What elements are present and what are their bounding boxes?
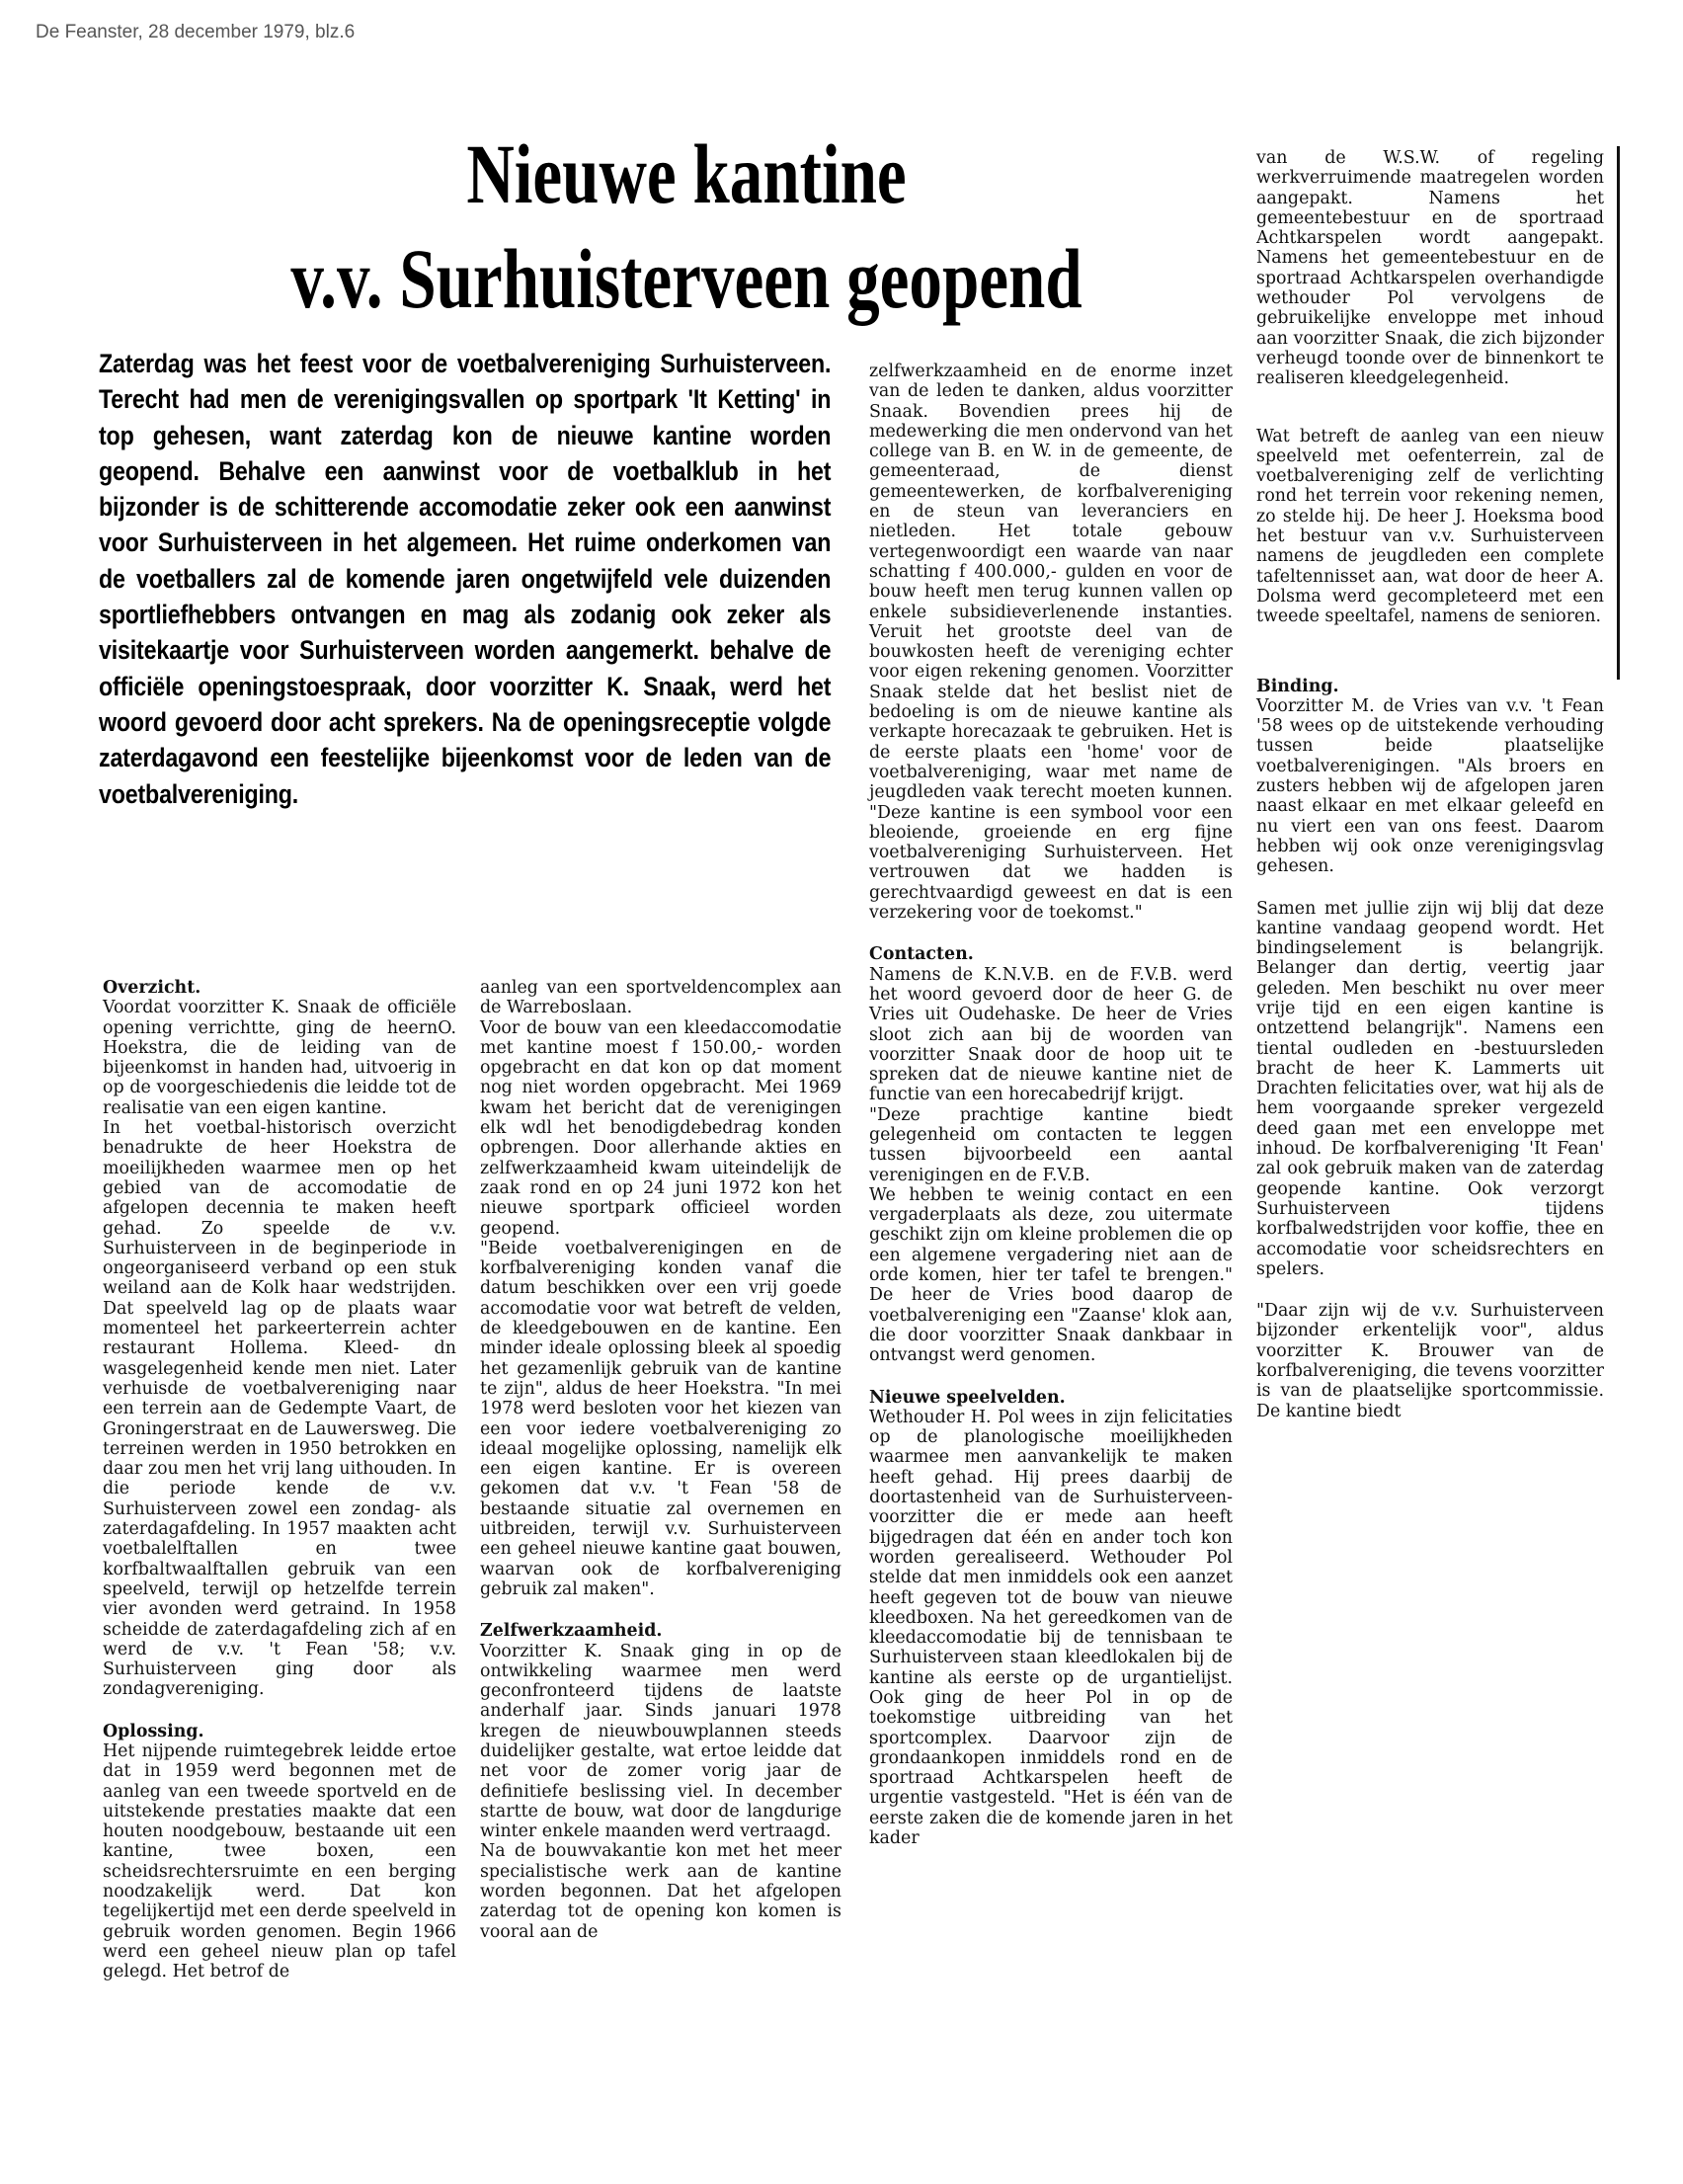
section-heading-contacten: Contacten. xyxy=(869,944,974,965)
paragraph: "Daar zijn wij de v.v. Surhuisterveen bijzonder erkentelijk voor", aldus voorzitter K. Brouwer van de korfbalvereniging, die tevens voorzitter is van de plaatselijke sportcommissie. De kantine biedt xyxy=(1256,1301,1604,1421)
paragraph: We hebben te weinig contact en een vergaderplaats als deze, zou uitermate geschikt zijn om kleine problemen die op een algemene vergadering niet aan de orde komen, hier ter tafel te brengen." De heer de Vries bood daarop de voetbalvereniging een "Zaanse' klok aan, die door voorzitter Snaak dankbaar in ontvangst werd genomen. xyxy=(869,1184,1233,1366)
paragraph: aanleg van een sportveldencomplex aan de Warreboslaan. xyxy=(480,978,842,1018)
paragraph: Voorzitter K. Snaak ging in op de ontwikkeling waarmee men werd geconfronteerd tijdens de laatste anderhalf jaar. Sinds januari 1978 kregen de nieuwbouwplannen steeds duidelijker gestalte, wat ertoe leidde dat net voor de zomer vorig jaar de definitiefe beslissing viel. In december startte de bouw, wat door de langdurige winter enkele maanden werd vertraagd. xyxy=(480,1641,842,1842)
column-3 xyxy=(869,362,1233,1848)
section-heading-zelfwerkzaamheid: Zelfwerkzaamheid. xyxy=(480,1621,663,1642)
column-2 xyxy=(480,978,842,1942)
paragraph: Namens de K.N.V.B. en de F.V.B. werd het woord gevoerd door de heer G. de Vries uit Oudehaske. De heer de Vries sloot zich aan bij de woorden van voorzitter Snaak door de hoop uit te spreken dat de nieuwe kantine niet de functie van een horecabedrijf krijgt. xyxy=(869,964,1233,1105)
column-rule xyxy=(1617,146,1620,680)
section-heading-oplossing: Oplossing. xyxy=(103,1721,204,1741)
headline-line-1: Nieuwe kantine xyxy=(466,126,907,221)
paragraph: Wethouder H. Pol wees in zijn felicitaties op de planologische moeilijkheden waarmee men aanvankelijk te maken heeft gehad. Hij prees daarbij de doortastenheid van de Surhuisterveen-voorzitter die er mede aan heeft bijgedragen dat één en ander toch kon worden gerealiseerd. Wethouder Pol stelde dat men inmiddels ook een aanzet heeft gegeven tot de bouw van nieuwe kleedboxen. Na het gereedkomen van de kleedaccomodatie bij de tennisbaan te Surhuisterveen staan kleedlokalen bij de kantine als eerste op de urgantielijst. Ook ging de heer Pol in op de toekomstige uitbreiding van het sportcomplex. Daarvoor zijn de grondaankopen inmiddels rond en de sportraad Achtkarspelen heeft de urgentie vastgesteld. "Het is één van de eerste zaken die de komende jaren in het kader xyxy=(869,1407,1233,1849)
column-1 xyxy=(103,978,456,1982)
paragraph: "Beide voetbalverenigingen en de korfbalvereniging konden vanaf die datum beschikken over een vrij goede accomodatie voor wat betreft de velden, de kleedgebouwen en de kantine. Een minder ideale oplossing bleek al spoedig het gezamenlijk gebruik van de kantine te zijn", aldus de heer Hoekstra. "In mei 1978 werd besloten voor het kiezen van een voor iedere voetbalvereniging zo ideaal mogelijke oplossing, namelijk elk een eigen kantine. Er is overeen gekomen dat v.v. 't Fean '58 de bestaande situatie zal overnemen en uitbreiden, terwijl v.v. Surhuisterveen een geheel nieuwe kantine gaat bouwen, waarvan ook de korfbalvereniging gebruik zal maken". xyxy=(480,1238,842,1599)
section-heading-nieuwe-speelvelden: Nieuwe speelvelden. xyxy=(869,1387,1066,1408)
paragraph: Voordat voorzitter K. Snaak de officiële opening verrichtte, ging de heernO. Hoekstra, die de leiding van de bijeenkomst in handen had, uitvoerig in op de voorgeschiedenis die leidde tot de realisatie van een eigen kantine. xyxy=(103,998,456,1118)
section-heading-overzicht: Overzicht. xyxy=(103,978,201,998)
paragraph: Voorzitter M. de Vries van v.v. 't Fean '58 wees op de uitstekende verhouding tussen beide plaatselijke voetbalverenigingen. "Als broers en zusters hebben wij de afgelopen jaren naast elkaar en met elkaar geleefd en nu viert een van ons feest. Daarom hebben wij ook onze verenigingsvlag gehesen. xyxy=(1256,695,1604,877)
paragraph: Voor de bouw van een kleedaccomodatie met kantine moest f 150.00,- worden opgebracht en dat kon op dat moment nog niet worden opgebracht. Mei 1969 kwam het bericht dat de verenigingen elk wdl het benodigdebedrag konden opbrengen. Door allerhande akties en zelfwerkzaamheid kwam uiteindelijk de zaak rond en op 24 juni 1972 kon het nieuwe sportpark officieel worden geopend. xyxy=(480,1017,842,1239)
paragraph: zelfwerkzaamheid en de enorme inzet van de leden te danken, aldus voorzitter Snaak. Bovendien prees hij de medewerking die men ondervond van het college van B. en W. in de gemeente, de gemeenteraad, de dienst gemeentewerken, de korfbalvereniging en de steun van leveranciers en nietleden. Het totale gebouw vertegenwoordigt een waarde van naar schatting f 400.000,- gulden en voor de bouw heeft men terug kunnen vallen op enkele subsidieverlenende instanties. Veruit het grootste deel van de bouwkosten heeft de vereniging echter voor eigen rekening genomen. Voorzitter Snaak stelde dat het beslist niet de bedoeling is om de nieuwe kantine als verkapte horecazaak te gebruiken. Het is de eerste plaats een 'home' voor de voetbalvereniging, waar met name de jeugdleden vaak terecht moeten kunnen. "Deze kantine is een symbool voor een bleoiende, groeiende en erg fijne voetbalvereniging Surhuisterveen. Het vertrouwen dat we hadden is gerechtvaardigd geweest en dat is een verzekering voor de toekomst." xyxy=(869,362,1233,924)
paragraph: van de W.S.W. of regeling werkverruimende maatregelen worden aangepakt. Namens het gemeentebestuur en de sportraad Achtkarspelen wordt aangepakt. Namens het gemeentebestuur en de sportraad Achtkarspelen overhandigde wethouder Pol vervolgens de gebruikelijke enveloppe met inhoud aan voorzitter Snaak, die zich bijzonder verheugd toonde over de binnenkort te realiseren kleedgelegenheid. xyxy=(1256,148,1604,389)
headline xyxy=(267,123,1106,333)
page-caption: De Feanster, 28 december 1979, blz.6 xyxy=(36,22,356,42)
paragraph: Het nijpende ruimtegebrek leidde ertoe dat in 1959 werd begonnen met de aanleg van een tweede sportveld en de uitstekende prestaties maakte dat een houten noodgebouw, bestaande uit een kantine, twee boxen, een scheidsrechtersruimte en een berging noodzakelijk werd. Dat kon tegelijkertijd met een derde speelveld in gebruik worden genomen. Begin 1966 werd een geheel nieuw plan op tafel gelegd. Het betrof de xyxy=(103,1740,456,1982)
headline-line-2: v.v. Surhuisterveen geopend xyxy=(290,231,1082,326)
paragraph: Wat betreft de aanleg van een nieuw speelveld met oefenterrein, zal de voetbalvereniging zelf de verlichting rond het terrein voor rekening nemen, zo stelde hij. De heer J. Hoeksma bood het bestuur van v.v. Surhuisterveen namens de jeugdleden een complete tafeltennisset aan, wat door de heer A. Dolsma werd gecompleteerd met een tweede speeltafel, namens de senioren. xyxy=(1256,426,1604,627)
lead-paragraph: Zaterdag was het feest voor de voetbalvereniging Surhuisterveen. Terecht had men de verenigingsvallen op sportpark 'It Ketting' in top gehesen, want zaterdag kon de nieuwe kantine worden geopend. Behalve een aanwinst voor de voetbalklub in het bijzonder is de schitterende accomodatie zeker ook een aanwinst voor Surhuisterveen in het algemeen. Het ruime onderkomen van de voetballers zal de komende jaren ongetwijfeld vele duizenden sportliefhebbers ontvangen en mag als zodanig ook zeker als visitekaartje voor Surhuisterveen worden aangemerkt. behalve de officiële openingstoespraak, door voorzitter K. Snaak, werd het woord gevoerd door acht sprekers. Na de openingsreceptie volgde zaterdagavond een feestelijke bijeenkomst voor de leden van de voetbalvereniging. xyxy=(99,349,832,809)
paragraph: Samen met jullie zijn wij blij dat deze kantine vandaag geopend wordt. Het bindingselement is belangrijk. Belanger dan dertig, veertig jaar geleden. Men beschikt nu over meer vrije tijd en een eigen kantine is ontzettend belangrijk". Namens een tiental oudleden en -bestuursleden bracht de heer K. Lammerts uit Drachten felicitaties over, wat hij als de hem voorgaande spreker vergezeld deed gaan met een enveloppe met inhoud. De korfbalvereniging 'It Fean' zal ook gebruik maken van de zaterdag geopende kantine. Ook verzorgt Surhuisterveen tijdens korfbalwedstrijden voor koffie, thee en accomodatie voor scheidsrechters en spelers. xyxy=(1256,898,1604,1279)
paragraph: "Deze prachtige kantine biedt gelegenheid om contacten te leggen tussen bijvoorbeeld een aantal verenigingen en de F.V.B. xyxy=(869,1104,1233,1185)
paragraph: In het voetbal-historisch overzicht benadrukte de heer Hoekstra de moeilijkheden waarmee men op het gebied van de accomodatie de afgelopen decennia te maken heeft gehad. Zo speelde de v.v. Surhuisterveen in de beginperiode in ongeorganiseerd verband op een stuk weiland aan de Kolk haar wedstrijden. Dat speelveld lag op de plaats waar momenteel het parkeerterrein achter restaurant Hollema. Kleed- dn wasgelegenheid kende men niet. Later verhuisde de voetbalvereniging naar een terrein aan de Gedempte Vaart, de Groningerstraat en de Lauwersweg. Die terreinen werden in 1950 betrokken en daar zou men het vrij lang uithouden. In die periode kende de v.v. Surhuisterveen zowel een zondag- als zaterdagafdeling. In 1957 maakten acht voetbalelftallen en twee korfbaltwaalftallen gebruik van een speelveld, terwijl op hetzelfde terrein vier avonden werd getraind. In 1958 scheidde de zaterdagafdeling zich af en werd de v.v. 't Fean '58; v.v. Surhuisterveen ging door als zondagvereniging. xyxy=(103,1118,456,1700)
section-heading-binding: Binding. xyxy=(1256,676,1339,696)
paragraph: Na de bouwvakantie kon met het meer specialistische werk aan de kantine worden begonnen. Dat het afgelopen zaterdag tot de opening kon komen is vooral aan de xyxy=(480,1841,842,1942)
column-4 xyxy=(1256,148,1604,1421)
